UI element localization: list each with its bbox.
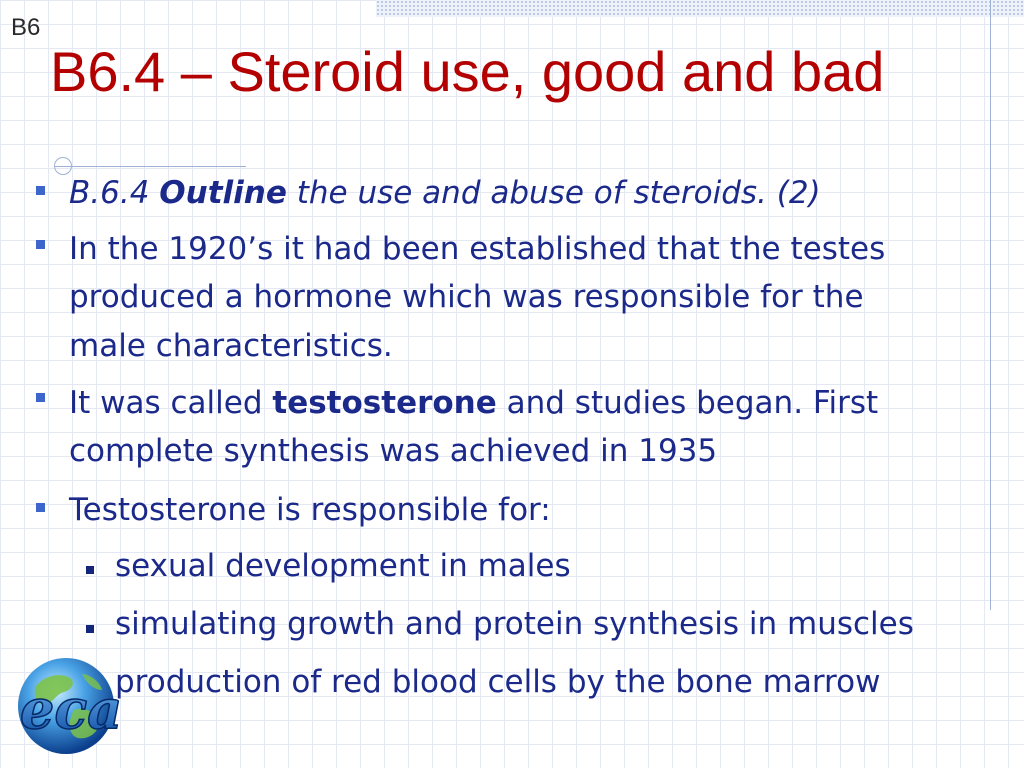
logo-text: eca — [20, 677, 123, 741]
bullet-text-line: male characteristics. — [69, 328, 393, 364]
bullet-keyword: testosterone — [272, 385, 497, 421]
bullet-text-line: complete synthesis was achieved in 1935 — [69, 433, 718, 469]
bullet-text-line: Testosterone is responsible for: — [69, 492, 551, 528]
bullet-text-part: the use and abuse of steroids. (2) — [286, 175, 821, 211]
sub-bullet-text: sexual development in males — [115, 548, 571, 584]
bullet-text-part: B.6.4 — [69, 175, 160, 211]
bullet-text-part: It was called — [69, 385, 273, 421]
bullet-square-icon — [36, 503, 45, 512]
sub-bullet-text: simulating growth and protein synthesis in muscles — [115, 606, 914, 642]
bullet-keyword: Outline — [159, 175, 287, 211]
sub-bullet-square-icon — [86, 566, 94, 574]
section-tag: B6 — [11, 14, 41, 41]
sub-bullet-text: production of red blood cells by the bone marrow — [115, 664, 881, 700]
bullet-square-icon — [36, 393, 45, 402]
globe-logo-icon — [14, 654, 142, 758]
bullet-text — [69, 168, 999, 219]
bullet-text-line: produced a hormone which was responsible for the — [69, 279, 864, 315]
bullet-text-line: In the 1920’s it had been established that the testes — [69, 231, 886, 267]
sub-bullet-square-icon — [86, 625, 94, 633]
bullet-square-icon — [36, 240, 45, 249]
slide-title: B6.4 – Steroid use, good and bad — [50, 40, 885, 103]
bullet-square-icon — [36, 186, 45, 195]
bullet-text-part: and studies began. First — [496, 385, 879, 421]
bullet-text-line — [69, 378, 999, 429]
